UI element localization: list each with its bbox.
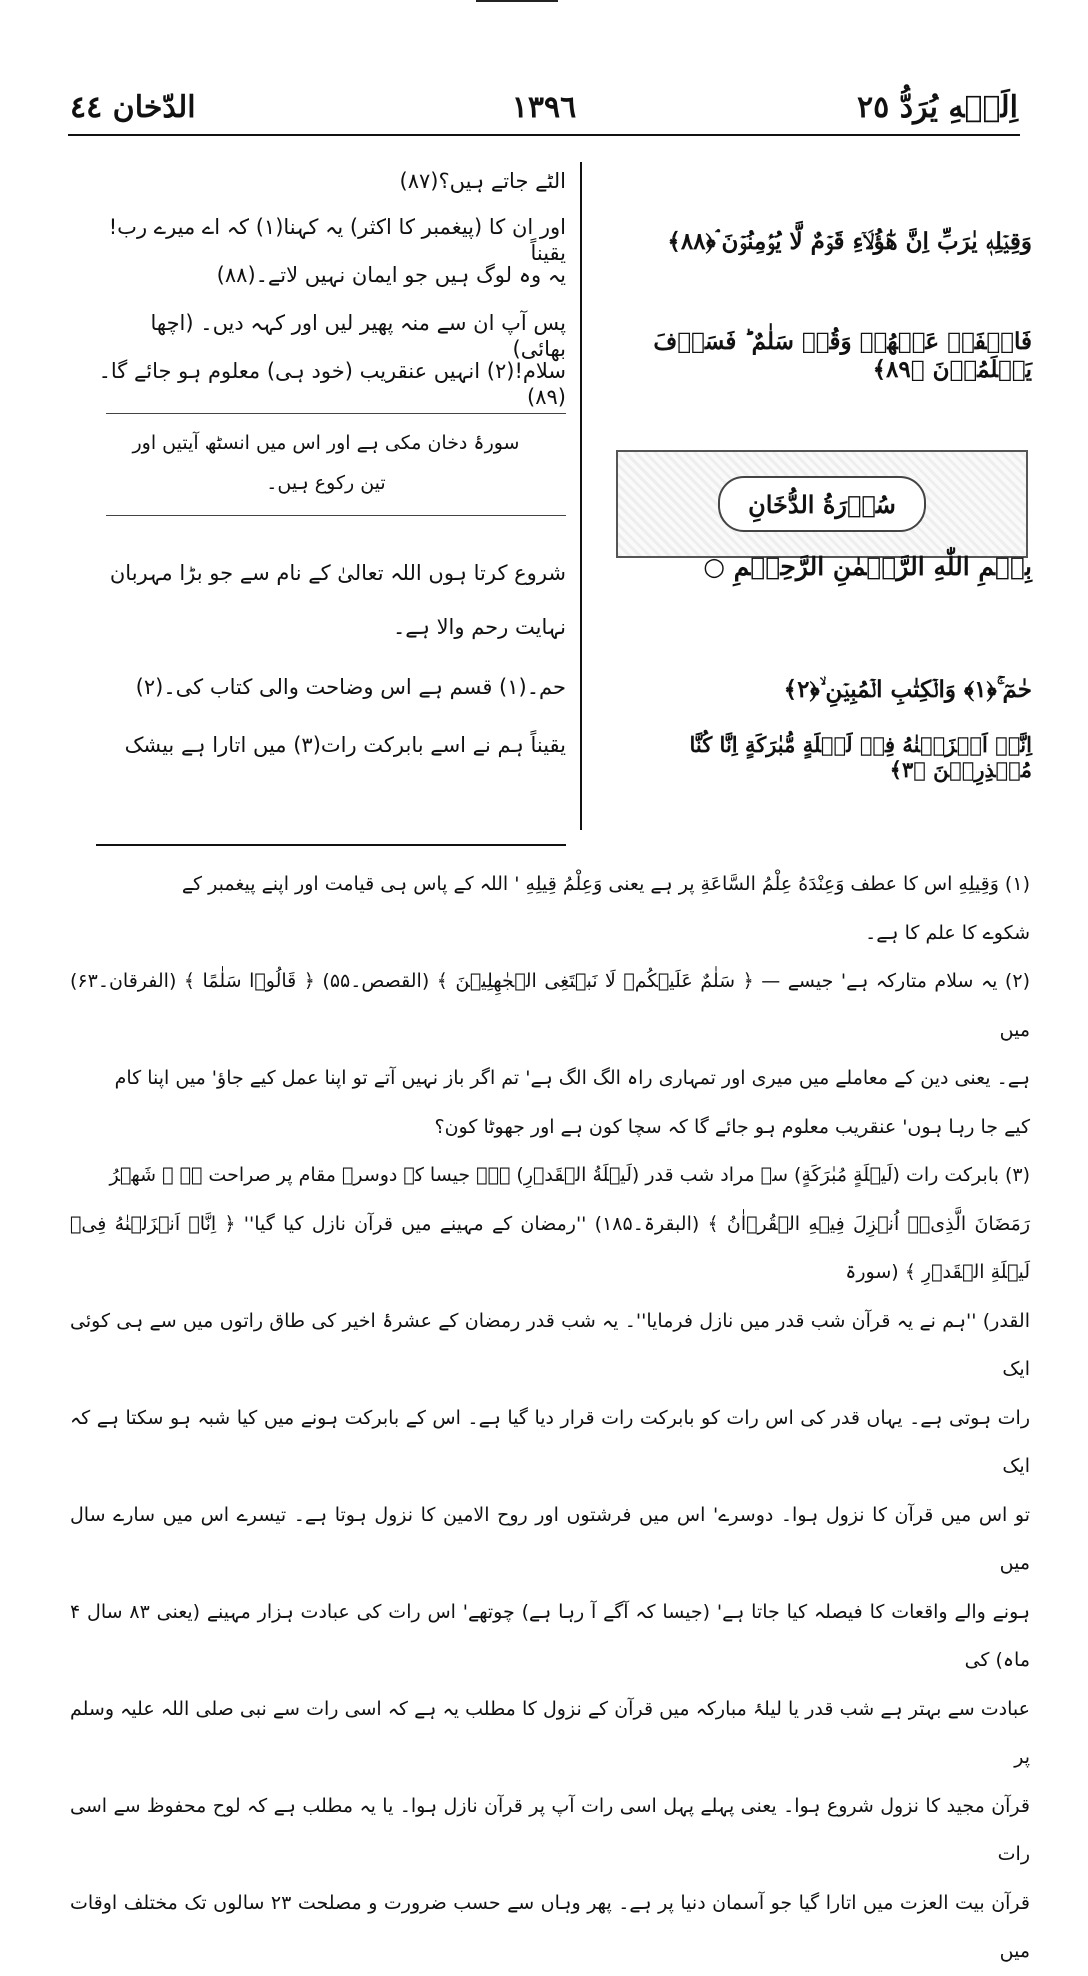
bismillah-translation: شروع کرتا ہوں اللہ تعالیٰ کے نام سے جو بڑا مہربان — [109, 561, 566, 585]
footnote-line: عبادت سے بہتر ہے شب قدر یا لیلۂ مبارکہ میں قرآن کے نزول کا مطلب یہ ہے کہ اسی رات سے نبی صلی اللہ علیہ وسلم پر — [70, 1697, 1030, 1768]
top-rule — [476, 0, 558, 2]
footnote-line: ہونے والے واقعات کا فیصلہ کیا جاتا ہے' (جیسا کہ آگے آ رہا ہے) چوتھے' اس رات کی عبادت ہزار مہینے (یعنی ۸۳ سال ۴ ماہ) کی — [70, 1600, 1031, 1671]
footnote-line: قرآن بیت العزت میں اتارا گیا جو آسمان دنیا پر ہے۔ پھر وہاں سے حسب ضرورت و مصلحت ۲۳ سالوں تک مختلف اوقات میں — [70, 1891, 1030, 1962]
footnote-line: (۲) یہ سلام متارکہ ہے' جیسے — ﴿ سَلٰمٌ عَلَيۡكُمۡ لَا نَبۡتَغِى الۡجٰهِلِيۡنَ ﴾ (القصص۔۵۵) ﴿ قَالُوۡا سَلٰمًا ﴾ (الفرقان۔۶۳) میں — [70, 970, 1030, 1041]
footnotes — [70, 860, 1030, 1976]
footnote-line: رات ہوتی ہے۔ یہاں قدر کی اس رات کو بابرکت رات قرار دیا گیا ہے۔ اس کے بابرکت ہونے میں کیا شبہ ہو سکتا ہے کہ ایک — [70, 1406, 1030, 1477]
arabic-verse-88: وَقِيۡلِهٖ يٰرَبِّ اِنَّ هٰٓؤُلَاۤءِ قَوۡمٌ لَّا يُؤۡمِنُوۡنَ ۘ﴿۸۸﴾ — [667, 228, 1032, 255]
arabic-verse-89: فَاصۡفَحۡ عَنۡهُمۡ وَقُلۡ سَلٰمٌ ؕ فَسَوۡفَ يَعۡلَمُوۡنَ ﴿۸۹﴾ — [653, 328, 1032, 383]
translation-line: پس آپ ان سے منہ پھیر لیں اور کہہ دیں۔ (اچھا بھائی) — [150, 311, 566, 362]
juz-title: اِلَيۡهِ يُرَدُّ ٢٥ — [857, 90, 1018, 125]
surah-title-header: الدّخان ٤٤ — [70, 90, 196, 125]
footnote-line: (۳) بابرکت رات (لَيۡلَةٍ مُبٰرَكَةٍ) سے مراد شب قدر (لَيۡلَةُ الۡقَدۡرِ) ہے۔ جیسا کہ دوسرے مقام پر صراحت ہے ﴿ شَهۡرُ — [109, 1164, 1030, 1186]
arabic-verse-1-2: حٰمٓ ۚ﴿۱﴾ وَالۡكِتٰبِ الۡمُبِيۡنِ ۙ﴿۲﴾ — [783, 676, 1032, 703]
bismillah-translation: نہایت رحم والا ہے۔ — [392, 615, 566, 639]
bismillah: بِسۡمِ اللّٰهِ الرَّحۡمٰنِ الرَّحِيۡمِ ○ — [703, 552, 1032, 581]
footnote-line: کیے جا رہا ہوں' عنقریب معلوم ہو جائے گا کہ سچا کون ہے اور جھوٹا کون؟ — [434, 1115, 1030, 1138]
footnote-line: شکوے کا علم کا ہے۔ — [865, 921, 1030, 944]
surah-intro-line: سورۂ دخان مکی ہے اور اس میں انسٹھ آیتیں اور — [132, 432, 520, 454]
page-header — [70, 90, 1018, 130]
arabic-verse-3: اِنَّاۤ اَنۡزَلۡنٰهُ فِىۡ لَيۡلَةٍ مُّبٰرَكَةٍ اِنَّا كُنَّا مُنۡذِرِيۡنَ ﴿۳﴾ — [689, 732, 1032, 783]
translation-verse-1-2: حم۔(۱) قسم ہے اس وضاحت والی کتاب کی۔(۲) — [135, 675, 566, 699]
translation-verse-3: یقیناً ہم نے اسے بابرکت رات(۳) میں اتارا ہے بیشک — [124, 733, 566, 757]
translation-line: اور ان کا (پیغمبر کا اکثر) یہ کہنا(۱) کہ اے میرے رب! یقیناً — [108, 215, 566, 266]
surah-title-frame — [616, 450, 1028, 558]
footnote-rule — [96, 844, 566, 846]
page-number: ١٣٩٦ — [511, 90, 577, 125]
footnote-line: القدر) ''ہم نے یہ قرآن شب قدر میں نازل فرمایا''۔ یہ شب قدر رمضان کے عشرۂ اخیر کی طاق راتوں میں سے ہی کوئی ایک — [70, 1309, 1030, 1380]
surah-intro-line: تین رکوع ہیں۔ — [266, 472, 386, 494]
translation-line: الٹے جاتے ہیں؟(۸۷) — [399, 169, 566, 193]
column-divider — [580, 162, 582, 830]
footnote-line: رَمَضَانَ الَّذِىۡۤ اُنۡزِلَ فِيۡهِ الۡقُرۡاٰنُ ﴾ (البقرۃ۔۱۸۵) ''رمضان کے مہینے میں قرآن نازل کیا گیا'' ﴿ اِنَّاۤ اَنۡزَلۡنٰهُ فِىۡ لَيۡلَةِ الۡقَدۡرِ ﴾ (سورۃ — [70, 1212, 1031, 1283]
footnote-line: ہے۔ یعنی دین کے معاملے میں میری اور تمہاری راہ الگ الگ ہے' تم اگر باز نہیں آتے تو اپنا عمل کیے جاؤ' میں اپنا کام — [114, 1067, 1030, 1089]
surah-title: سُوۡرَةُ الدُّخَانِ — [718, 476, 926, 532]
translation-line: یہ وہ لوگ ہیں جو ایمان نہیں لاتے۔(۸۸) — [216, 263, 566, 287]
footnote-line: قرآن مجید کا نزول شروع ہوا۔ یعنی پہلے پہل اسی رات آپ پر قرآن نازل ہوا۔ یا یہ مطلب ہے کہ لوح محفوظ سے اسی رات — [70, 1794, 1030, 1865]
intro-rule-top — [106, 413, 566, 414]
translation-line: سلام!(۲) انہیں عنقریب (خود ہی) معلوم ہو جائے گا۔(۸۹) — [98, 359, 566, 410]
footnote-line: تو اس میں قرآن کا نزول ہوا۔ دوسرے' اس میں فرشتوں اور روح الامین کا نزول ہوتا ہے۔ تیسرے اس میں سارے سال میں — [70, 1503, 1030, 1574]
intro-rule-bottom — [106, 515, 566, 516]
footnote-line: (۱) وَقِيلِهِ اس کا عطف وَعِنْدَهُ عِلْمُ السَّاعَةِ پر ہے یعنی وَعِلْمُ قِيلِهِ ' اللہ کے پاس ہی قیامت اور اپنے پیغمبر کے — [181, 873, 1030, 895]
header-rule — [68, 134, 1020, 136]
